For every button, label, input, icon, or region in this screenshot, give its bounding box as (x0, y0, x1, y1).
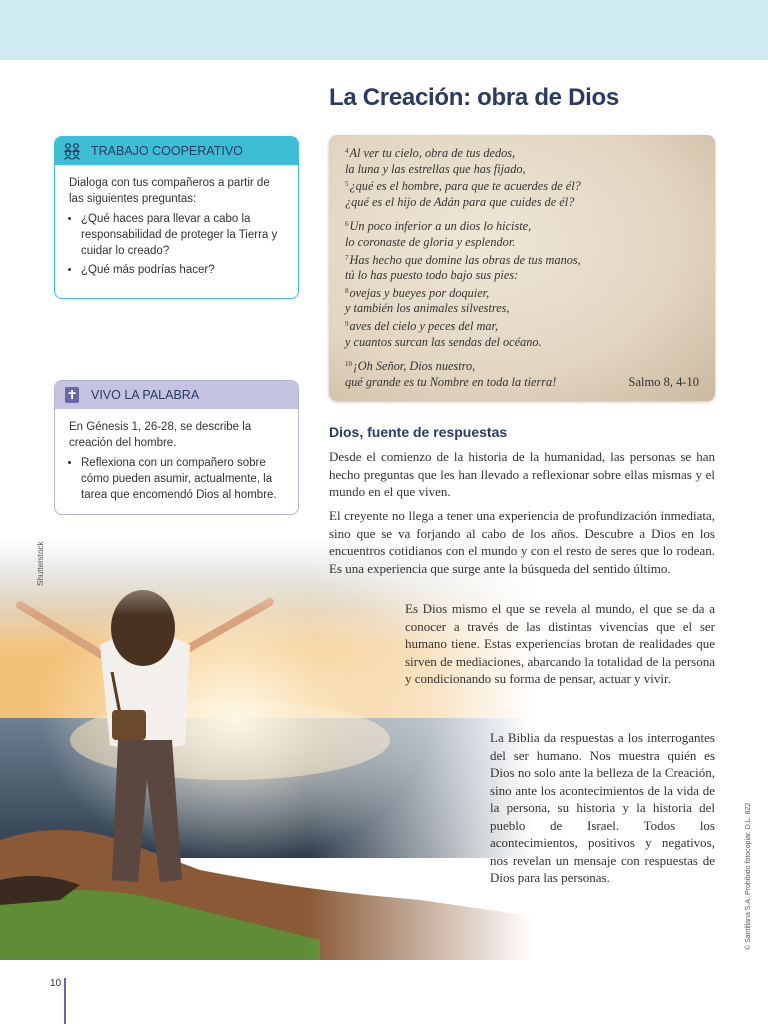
verse-text: la luna y las estrellas que has fijado, (345, 161, 526, 176)
psalm-line (345, 301, 699, 317)
verse-text: Al ver tu cielo, obra de tus dedos, (349, 146, 516, 160)
paragraph: La Biblia da respuestas a los interrogantes del ser humano. Nos muestra quién es Dios no solo ante la belleza de la Creación, sino ante los acontecimientos de la vida de la persona, su historia y la historia del pueblo de Israel. Todos los acontecimientos, positivos y negativos, nos revelan un mensaje con respuestas de Dios para las personas. (490, 730, 715, 885)
verse-number: 10 (345, 360, 352, 369)
verse-number: 5 (345, 180, 349, 189)
verse-text: lo coronaste de gloria y esplendor. (345, 234, 516, 249)
list-item: • ¿Qué más podrías hacer? (81, 262, 286, 278)
coop-work-box (54, 136, 299, 299)
verse-number: 6 (345, 220, 349, 229)
list-item: • Reflexiona con un compañero sobre cómo pueden asumir, actualmente, la tarea que encomendó Dios al hombre. (81, 455, 286, 503)
paragraph: Desde el comienzo de la historia de la humanidad, las personas se han hecho preguntas que les han llevado a reflexionar sobre ellas mismas y el mundo en el que viven. (329, 449, 715, 499)
psalm-line (345, 217, 699, 235)
group-icon (61, 140, 83, 162)
vivo-palabra-heading: VIVO LA PALABRA (91, 388, 200, 402)
psalm-line (345, 335, 699, 351)
vivo-palabra-header (55, 381, 298, 409)
photo-credit: Shutterstock (36, 541, 45, 586)
bible-icon (61, 384, 83, 406)
section-subheading: Dios, fuente de respuestas (329, 424, 508, 440)
psalm-line (345, 251, 699, 269)
coop-work-body (55, 165, 298, 291)
list-item: • ¿Qué haces para llevar a cabo la responsabilidad de proteger la Tierra y cuidar lo creado? (81, 211, 286, 259)
verse-text: y también los animales silvestres, (345, 301, 510, 316)
verse-number: 7 (345, 253, 349, 262)
coop-work-intro: Dialoga con tus compañeros a partir de las siguientes preguntas: (69, 177, 270, 205)
psalm-line (345, 144, 699, 162)
psalm-quote (329, 135, 715, 401)
psalm-line (345, 284, 699, 302)
psalm-stanza (345, 217, 699, 350)
verse-number: 8 (345, 286, 349, 295)
psalm-line (345, 177, 699, 195)
psalm-reference: Salmo 8, 4-10 (628, 375, 699, 390)
verse-text: Has hecho que domine las obras de tus manos, (349, 252, 581, 267)
copyright-notice: © Santillana S.A. Prohibido fotocopiar. D.L. 822 (745, 802, 752, 950)
verse-number: 4 (345, 147, 349, 155)
paragraph: El creyente no llega a tener una experiencia de profundización inmediata, sino que se va forjando al cabo de los años. Descubre a Dios en los encuentros cotidianos con el mundo y con el resto de seres que lo rodean. Es una experiencia que surge ante la búsqueda del sentido último. (329, 508, 715, 576)
verse-text: tú lo has puesto todo bajo sus pies: (345, 268, 519, 283)
page-number: 10 (50, 978, 62, 989)
verse-text: y cuantos surcan las sendas del océano. (345, 334, 542, 349)
paragraph: Es Dios mismo el que se revela al mundo, el que se da a conocer a través de las distintas vivencias que el ser humano tiene. Estas experiencias brotan de realidades que sirven de mediaciones, abarcando la totalidad de la persona y condicionando su forma de pensar, actuar y vivir. (405, 601, 715, 686)
psalm-line (345, 195, 699, 211)
vivo-palabra-list (69, 455, 286, 503)
verse-text: ¿qué es el hijo de Adán para que cuides de él? (345, 194, 575, 209)
vivo-palabra-box (54, 380, 299, 515)
page-title: La Creación: obra de Dios (329, 84, 619, 111)
verse-text: ¿qué es el hombre, para que te acuerdes de él? (349, 179, 581, 194)
verse-text: aves del cielo y peces del mar, (349, 318, 499, 333)
verse-text: Un poco inferior a un dios lo hiciste, (349, 219, 532, 234)
verse-number: 9 (345, 319, 349, 328)
psalm-line (345, 357, 699, 375)
coop-work-heading: TRABAJO COOPERATIVO (91, 144, 243, 158)
psalm-line (345, 317, 699, 335)
vivo-palabra-body (55, 409, 298, 516)
psalm-line (345, 235, 699, 251)
verse-text: ovejas y bueyes por doquier, (349, 285, 490, 300)
vivo-palabra-intro: En Génesis 1, 26-28, se describe la creación del hombre. (69, 421, 252, 449)
verse-text: qué grande es tu Nombre en toda la tierra! (345, 374, 557, 389)
psalm-line (345, 162, 699, 178)
psalm-stanza (345, 144, 699, 210)
psalm-line (345, 268, 699, 284)
verse-text: ¡Oh Señor, Dios nuestro, (353, 359, 476, 374)
top-band (0, 0, 768, 60)
coop-work-header (55, 137, 298, 165)
coop-work-list (69, 211, 286, 278)
page-number-bar (64, 978, 66, 1024)
